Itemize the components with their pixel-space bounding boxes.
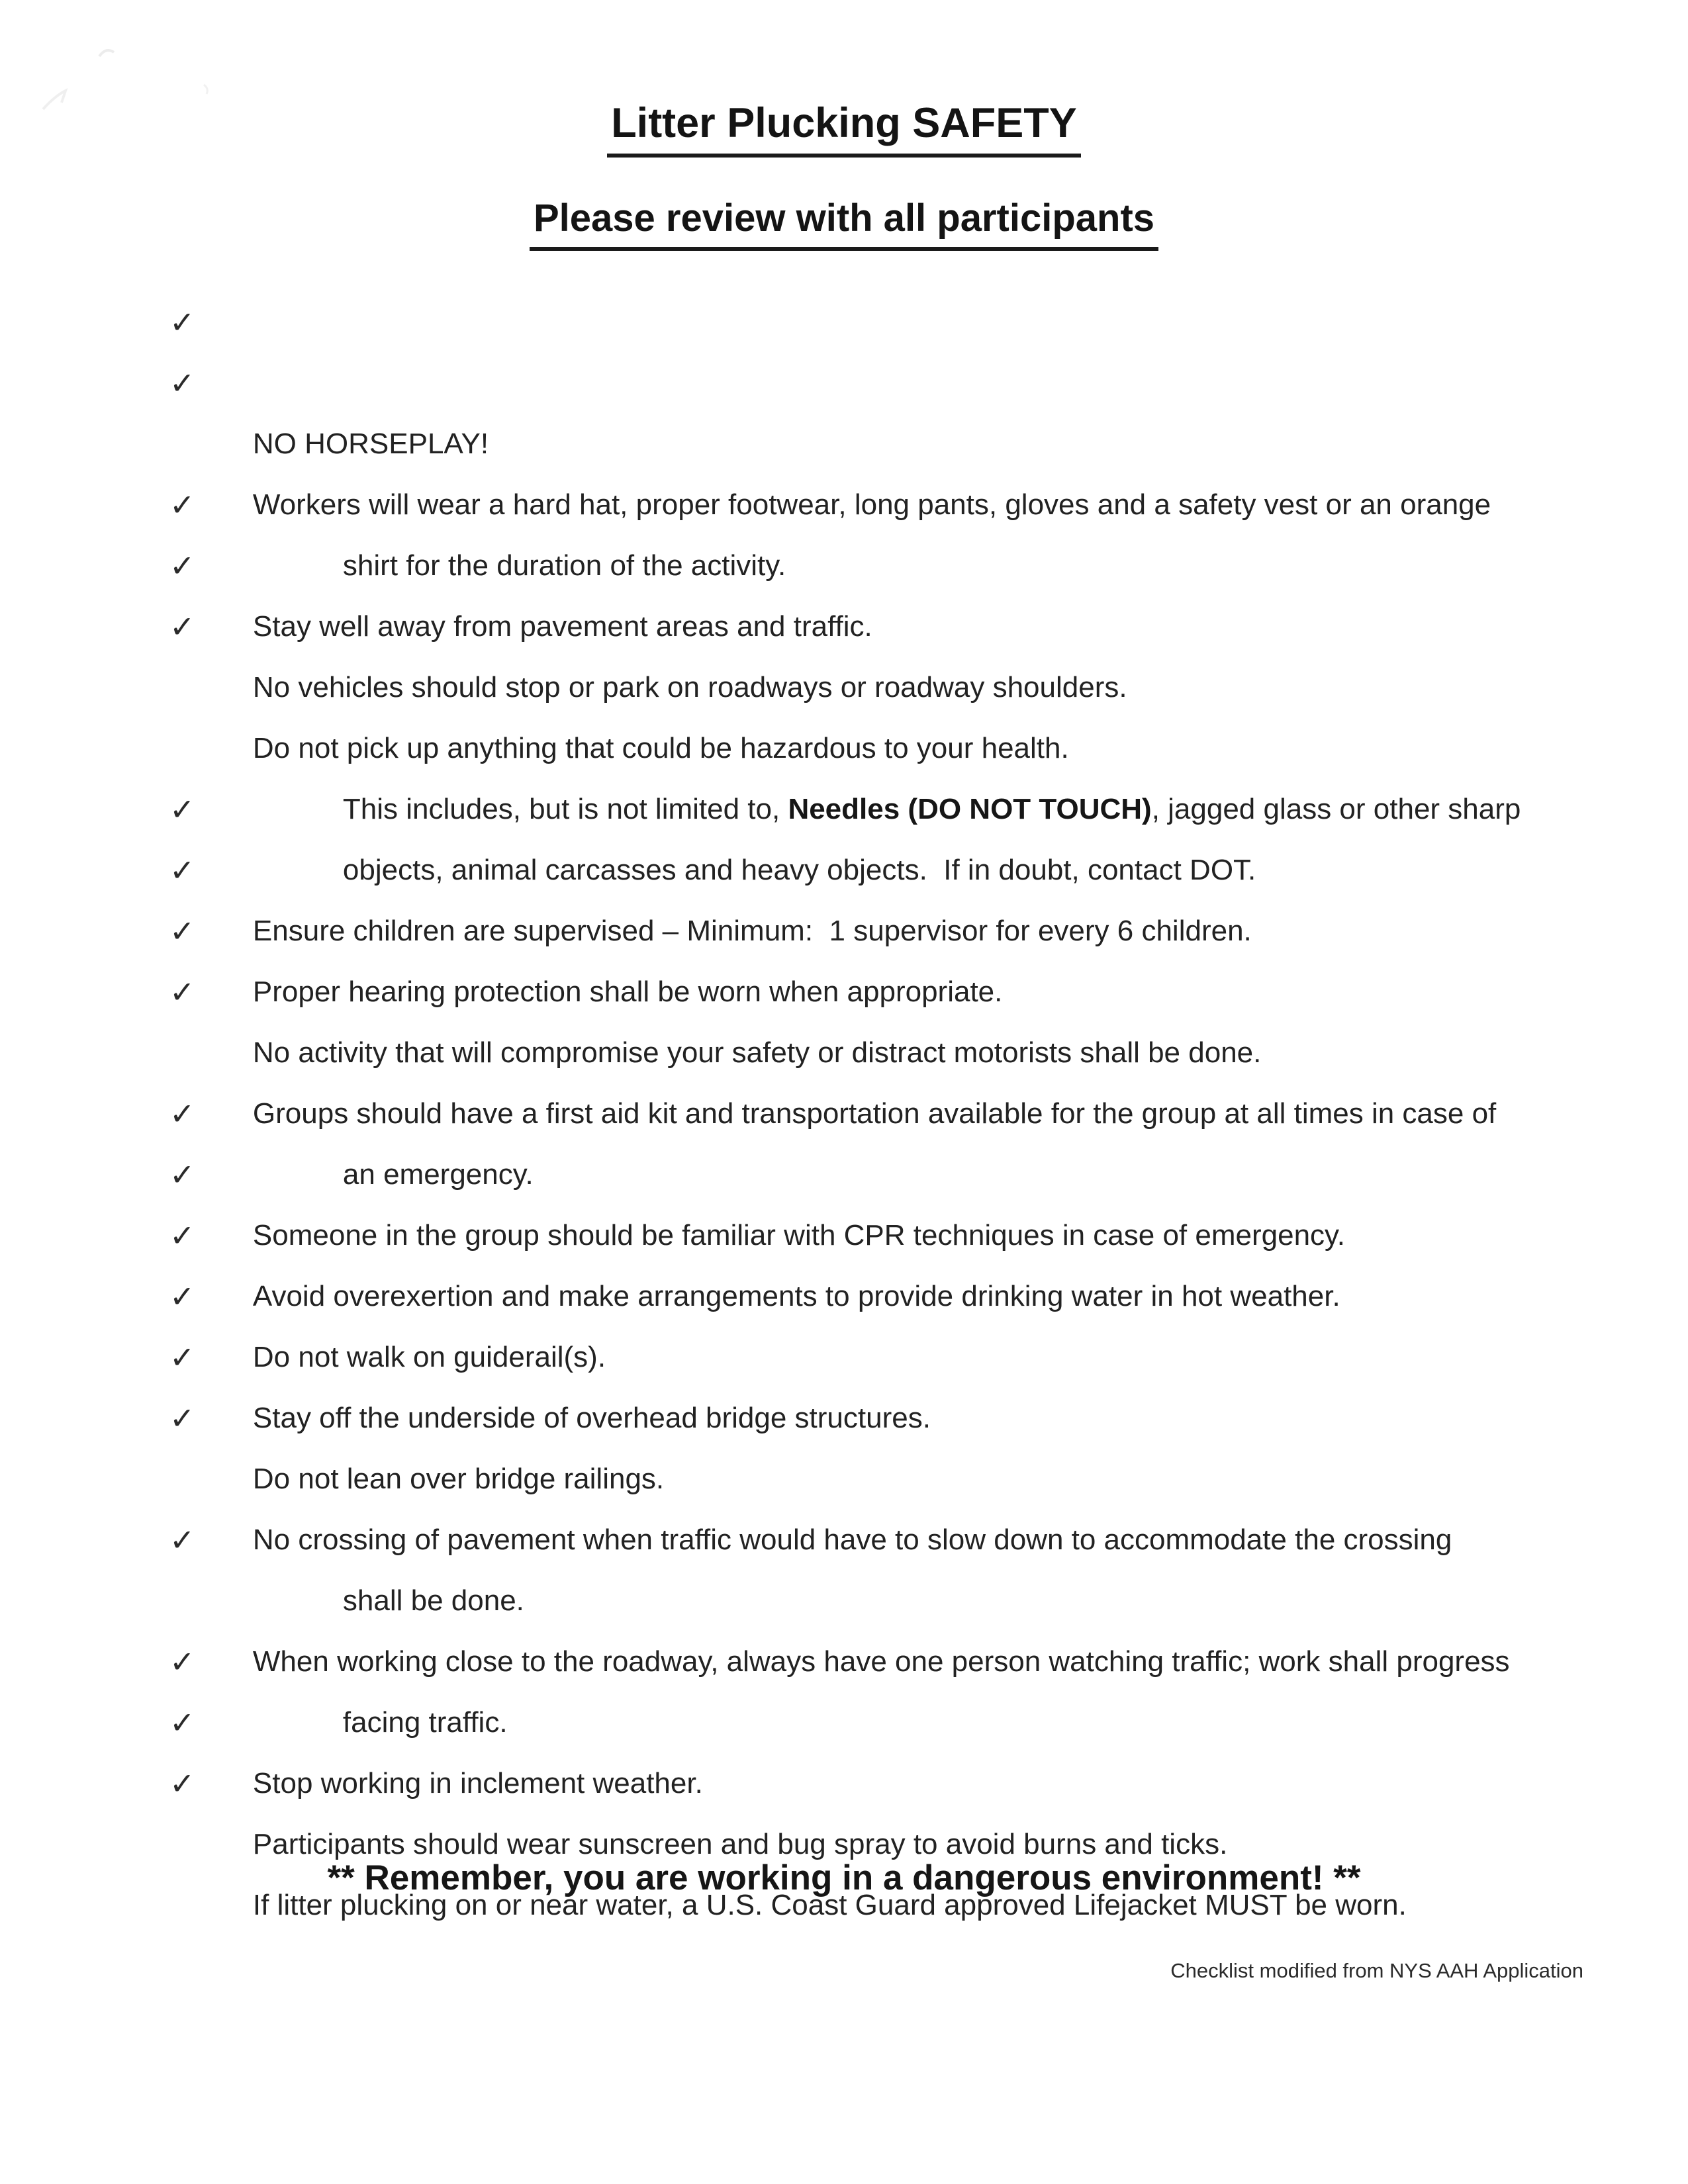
scan-artifact-mark bbox=[20, 13, 285, 159]
text-segment: If litter plucking on or near water, a U.S. Coast Guard approved Lifejacket MUST be worn. bbox=[252, 1889, 1407, 1921]
text-segment: Avoid overexertion and make arrangements to provide drinking water in hot weather. bbox=[252, 1280, 1340, 1312]
check-icon: ✓ bbox=[169, 488, 195, 522]
text-segment: Do not lean over bridge railings. bbox=[252, 1463, 665, 1495]
text-segment: When working close to the roadway, always have one person watching traffic; work shall progress bbox=[252, 1645, 1510, 1678]
check-icon: ✓ bbox=[169, 1097, 195, 1131]
text-segment: an emergency. bbox=[342, 1158, 534, 1191]
text-segment: Stay off the underside of overhead bridge structures. bbox=[252, 1402, 931, 1434]
check-icon: ✓ bbox=[169, 914, 195, 948]
check-icon: ✓ bbox=[169, 366, 195, 400]
check-icon: ✓ bbox=[169, 853, 195, 887]
text-segment: Do not walk on guiderail(s). bbox=[252, 1341, 606, 1373]
remember-note: ** Remember, you are working in a dangerous environment! ** bbox=[327, 1858, 1361, 1897]
text-segment: This includes, but is not limited to, bbox=[342, 793, 788, 825]
check-icon: ✓ bbox=[169, 1645, 195, 1679]
text-segment: Ensure children are supervised – Minimum: 1 supervisor for every 6 children. bbox=[252, 915, 1252, 947]
check-icon: ✓ bbox=[169, 1706, 195, 1740]
check-icon: ✓ bbox=[169, 305, 195, 340]
text-segment: NO HORSEPLAY! bbox=[252, 428, 489, 460]
text-segment: , jagged glass or other sharp bbox=[1151, 793, 1521, 825]
check-icon: ✓ bbox=[169, 610, 195, 644]
check-icon: ✓ bbox=[169, 1279, 195, 1314]
checklist-row bbox=[0, 292, 1688, 460]
text-segment: facing traffic. bbox=[342, 1706, 508, 1739]
text-segment: Proper hearing protection shall be worn when appropriate. bbox=[252, 976, 1003, 1008]
text-segment: Participants should wear sunscreen and bug spray to avoid burns and ticks. bbox=[252, 1828, 1228, 1860]
check-icon: ✓ bbox=[169, 1523, 195, 1557]
text-segment: Groups should have a first aid kit and transportation available for the group at all times in case of bbox=[252, 1097, 1497, 1130]
page-title: Litter Plucking SAFETY bbox=[607, 99, 1081, 158]
credit-note: Checklist modified from NYS AAH Application bbox=[1170, 1959, 1583, 1982]
check-icon: ✓ bbox=[169, 1401, 195, 1435]
check-icon: ✓ bbox=[169, 1218, 195, 1253]
checklist-item-text bbox=[253, 1889, 1407, 1921]
check-icon: ✓ bbox=[169, 1766, 195, 1801]
text-segment: No activity that will compromise your safety or distract motorists shall be done. bbox=[252, 1036, 1262, 1069]
check-icon: ✓ bbox=[169, 549, 195, 583]
check-icon: ✓ bbox=[169, 1158, 195, 1192]
text-segment: Stop working in inclement weather. bbox=[252, 1767, 703, 1799]
text-segment: Stay well away from pavement areas and traffic. bbox=[252, 610, 872, 643]
text-segment: Workers will wear a hard hat, proper footwear, long pants, gloves and a safety vest or an orange bbox=[252, 488, 1491, 521]
text-segment: No crossing of pavement when traffic would have to slow down to accommodate the crossing bbox=[252, 1524, 1452, 1556]
text-segment: Do not pick up anything that could be hazardous to your health. bbox=[252, 732, 1069, 764]
checklist-item-text bbox=[253, 1828, 1227, 1860]
check-icon: ✓ bbox=[169, 792, 195, 827]
text-segment: No vehicles should stop or park on roadways or roadway shoulders. bbox=[252, 671, 1127, 704]
text-segment: shall be done. bbox=[342, 1584, 524, 1617]
check-icon: ✓ bbox=[169, 1340, 195, 1375]
text-segment: Someone in the group should be familiar with CPR techniques in case of emergency. bbox=[252, 1219, 1345, 1251]
check-icon: ✓ bbox=[169, 975, 195, 1009]
text-segment: objects, animal carcasses and heavy objects. If in doubt, contact DOT. bbox=[342, 854, 1256, 886]
bold-text-segment: Needles (DO NOT TOUCH) bbox=[788, 793, 1152, 825]
text-segment: shirt for the duration of the activity. bbox=[342, 549, 786, 582]
page-subtitle: Please review with all participants bbox=[530, 196, 1158, 251]
